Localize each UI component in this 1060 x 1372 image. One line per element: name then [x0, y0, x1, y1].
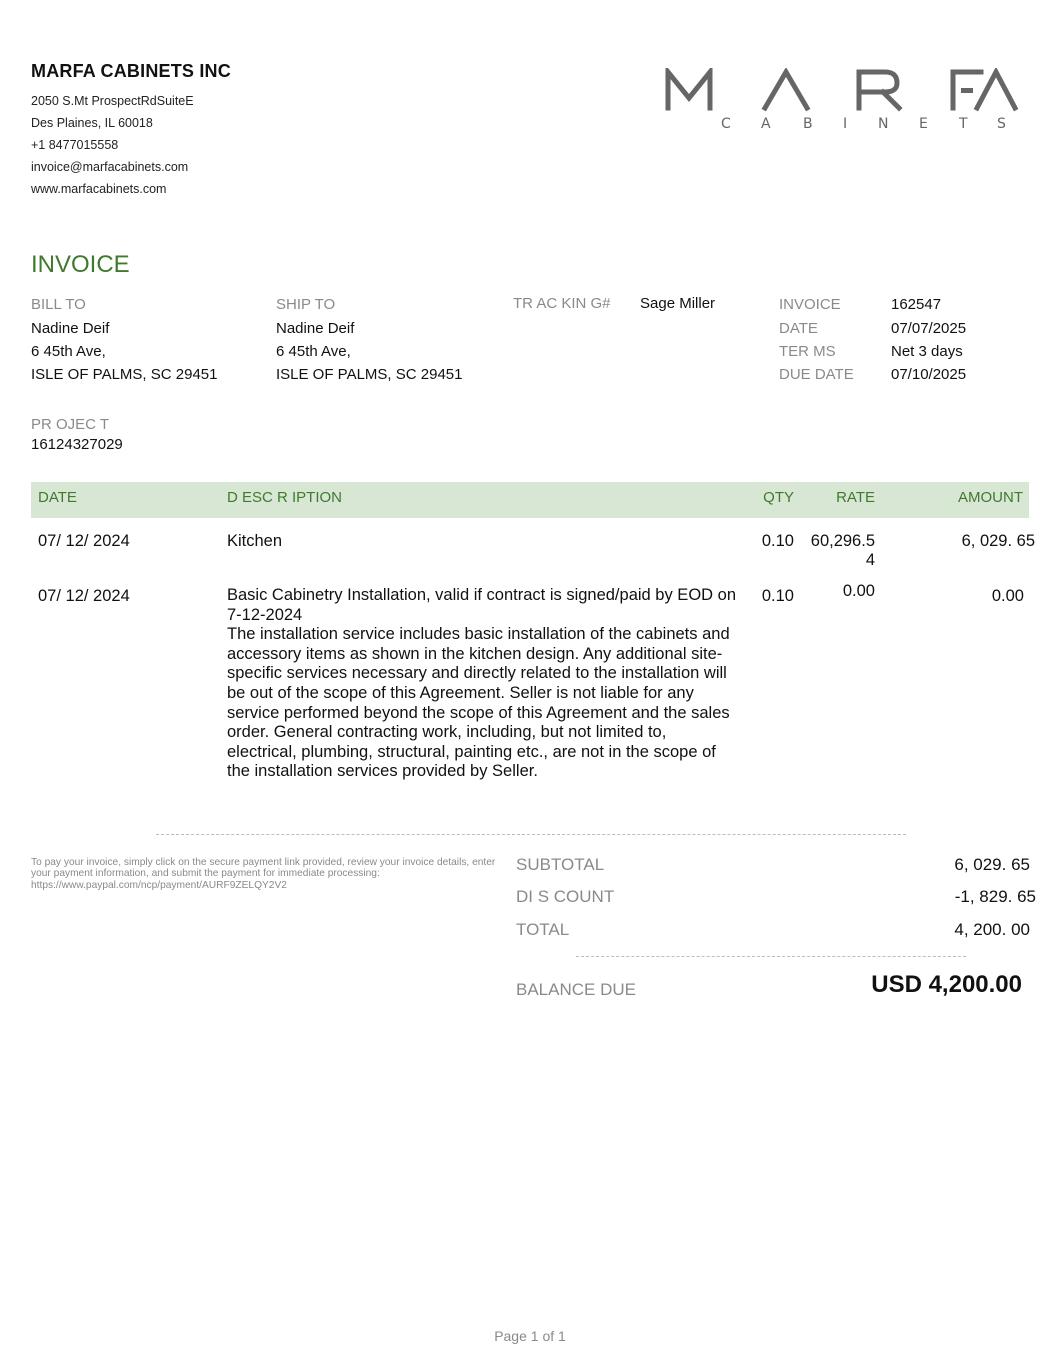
bill-to-label: BILL TO — [31, 296, 86, 313]
invoice-number-value: 162547 — [891, 296, 942, 313]
svg-text:S: S — [997, 116, 1006, 132]
ship-to-line-1: 6 45th Ave, — [276, 343, 351, 360]
company-address-line-2: Des Plaines, IL 60018 — [31, 116, 153, 130]
project-value: 16124327029 — [31, 436, 123, 453]
row-amount: 0.00 — [991, 587, 1024, 605]
discount-value: -1, 829. 65 — [954, 887, 1036, 906]
marfa-logo-graphic — [663, 68, 1023, 134]
svg-text:N: N — [878, 116, 889, 132]
invoice-date-label: DATE — [779, 320, 818, 337]
bill-to-name: Nadine Deif — [31, 320, 110, 337]
project-label: PR OJEC T — [31, 416, 110, 433]
svg-text:A: A — [761, 116, 771, 132]
company-email: invoice@marfacabinets.com — [31, 160, 189, 174]
row-date: 07/ 12/ 2024 — [38, 587, 130, 605]
ship-to-name: Nadine Deif — [276, 320, 355, 337]
terms-value: Net 3 days — [891, 343, 963, 360]
row-rate: 0.00 — [842, 582, 875, 600]
svg-text:T: T — [959, 116, 968, 132]
line-items-header — [31, 482, 1029, 518]
company-address-line-1: 2050 S.Mt ProspectRdSuiteE — [31, 94, 194, 108]
payment-instructions: To pay your invoice, simply click on the secure payment link provided, review your invoice details, enter your payment information, and submit the payment for immediate processing: https://www.paypal.com/ncp/payment/AURF9ZELQY2V2 — [31, 857, 496, 891]
subtotal-value: 6, 029. 65 — [954, 855, 1030, 874]
company-phone: +1 8477015558 — [31, 138, 119, 152]
due-date-value: 07/10/2025 — [891, 366, 967, 383]
svg-text:B: B — [803, 116, 813, 132]
row-qty: 0.10 — [761, 587, 794, 605]
ship-to-label: SHIP TO — [276, 296, 336, 313]
svg-text:I: I — [843, 116, 848, 132]
row-description: Basic Cabinetry Installation, valid if contract is signed/paid by EOD on 7-12-2024 The installation service includes basic installation of the cabinets and accessory items as shown in the kitchen design. Any additional site-specific services necessary and directly related to the installation will be out of the scope of this Agreement. Seller is not liable for any service performed beyond the scope of this Agreement and the sales order. General contracting work, including, but not limited to, electrical, plumbing, structural, painting etc., are not in the scope of the installation services provided by Seller. — [227, 586, 737, 781]
col-header-date: DATE — [38, 489, 77, 506]
tracking-value: Sage Miller — [640, 295, 716, 312]
svg-text:C: C — [721, 116, 731, 132]
company-website: www.marfacabinets.com — [31, 182, 167, 196]
col-header-amount: AMOUNT — [958, 489, 1023, 506]
subtotal-label: SUBTOTAL — [516, 855, 605, 874]
logo-subtitle — [721, 116, 1006, 132]
row-amount: 6, 029. 65 — [961, 532, 1035, 550]
bill-to-line-1: 6 45th Ave, — [31, 343, 106, 360]
terms-label: TER MS — [779, 343, 836, 360]
discount-label: DI S COUNT — [516, 887, 615, 906]
row-description: Kitchen — [227, 532, 283, 550]
row-rate-line-2: 4 — [865, 551, 875, 569]
company-logo — [663, 68, 1023, 134]
col-header-qty: QTY — [763, 489, 794, 506]
tracking-label: TR AC KIN G# — [513, 295, 611, 312]
row-date: 07/ 12/ 2024 — [38, 532, 130, 550]
invoice-number-label: INVOICE — [779, 296, 841, 313]
invoice-date-value: 07/07/2025 — [891, 320, 967, 337]
balance-due-label: BALANCE DUE — [516, 980, 636, 999]
balance-due-value: USD 4,200.00 — [871, 971, 1022, 998]
row-rate-line-1: 60,296.5 — [810, 532, 875, 550]
col-header-rate: RATE — [836, 489, 875, 506]
totals-divider — [576, 956, 966, 957]
total-value: 4, 200. 00 — [954, 920, 1030, 939]
total-label: TOTAL — [516, 920, 570, 939]
svg-text:E: E — [919, 116, 928, 132]
table-divider — [156, 834, 906, 835]
row-qty: 0.10 — [761, 532, 794, 550]
page-number: Page 1 of 1 — [494, 1328, 566, 1344]
due-date-label: DUE DATE — [779, 366, 854, 383]
bill-to-line-2: ISLE OF PALMS, SC 29451 — [31, 366, 218, 383]
company-name: MARFA CABINETS INC — [31, 61, 231, 81]
ship-to-line-2: ISLE OF PALMS, SC 29451 — [276, 366, 463, 383]
col-header-description: D ESC R IPTION — [227, 489, 343, 506]
invoice-title: INVOICE — [31, 251, 130, 278]
